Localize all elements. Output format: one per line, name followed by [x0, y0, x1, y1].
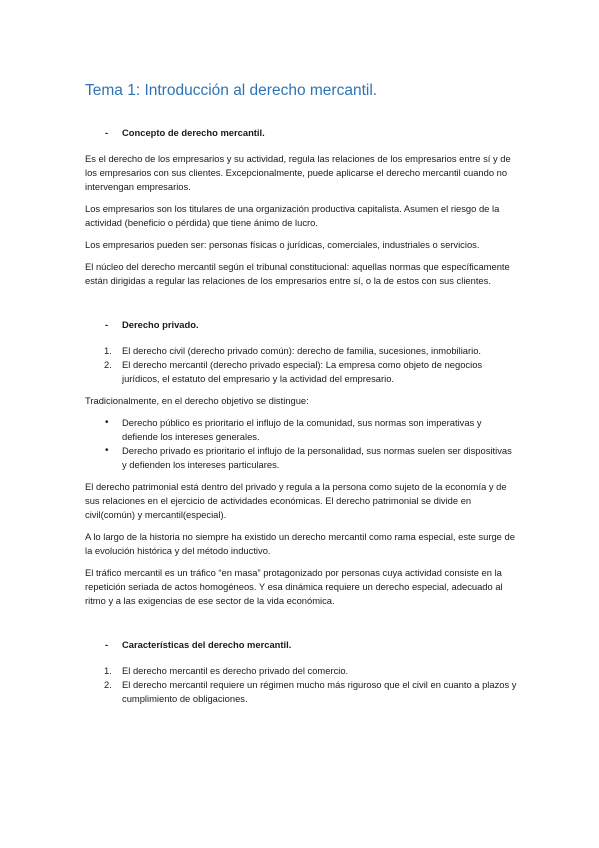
list-item — [85, 664, 517, 678]
section-heading-derecho-privado — [85, 318, 517, 332]
document-body — [85, 126, 517, 714]
paragraph-definition: Es el derecho de los empresarios y su actividad, regula las relaciones de los empresarios entre sí y de los empresarios con sus clientes. Excepcionalmente, puede aplicarse el derecho mercantil cuando no intervengan empresarios. — [85, 153, 511, 192]
list-item-text: El derecho mercantil requiere un régimen mucho más riguroso que el civil en cuanto a plazos y cumplimiento de obligaciones. — [122, 679, 517, 704]
list-item-text: Derecho público es prioritario el influjo de la comunidad, sus normas son imperativas y defiende los intereses generales. — [122, 417, 482, 442]
list-item-text: El derecho mercantil es derecho privado del comercio. — [122, 665, 349, 676]
section-heading-caracteristicas — [85, 638, 517, 652]
bullet-icon: • — [105, 445, 109, 456]
numbered-list-derecho-privado — [85, 344, 517, 386]
heading-dash: - — [105, 319, 109, 330]
list-item-text: El derecho mercantil (derecho privado especial): La empresa como objeto de negocios jurídicos, el estatuto del empresario y la actividad del empresario. — [122, 359, 483, 384]
list-number: 2. — [104, 679, 112, 690]
list-item — [85, 678, 517, 706]
document-title: Tema 1: Introducción al derecho mercantil. — [85, 82, 378, 99]
bullet-icon: • — [105, 417, 109, 428]
heading-dash: - — [105, 127, 109, 138]
list-number: 1. — [104, 665, 112, 676]
list-item-text: El derecho civil (derecho privado común): derecho de familia, sucesiones, inmobiliario. — [122, 345, 482, 356]
list-item — [85, 358, 517, 386]
list-item — [85, 444, 517, 472]
paragraph-tradicionalmente: Tradicionalmente, en el derecho objetivo se distingue: — [85, 395, 309, 406]
section-heading-concepto — [85, 126, 517, 140]
list-item-text: Derecho privado es prioritario el influjo de la personalidad, sus normas suelen ser dispositivas y defienden los intereses particulares. — [122, 445, 512, 470]
paragraph-empresarios: Los empresarios son los titulares de una organización productiva capitalista. Asumen el riesgo de la actividad (beneficio o pérdida) que tiene ánimo de lucro. — [85, 203, 500, 228]
list-item — [85, 416, 517, 444]
heading-text: Derecho privado. — [122, 319, 199, 330]
heading-dash: - — [105, 639, 109, 650]
list-item — [85, 344, 517, 358]
numbered-list-caracteristicas — [85, 664, 517, 706]
paragraph-historia: A lo largo de la historia no siempre ha existido un derecho mercantil como rama especial, este surge de la evolución histórica y del método inductivo. — [85, 531, 515, 556]
paragraph-tipos-empresarios: Los empresarios pueden ser: personas físicas o jurídicas, comerciales, industriales o servicios. — [85, 239, 480, 250]
bullet-list-derecho-objetivo — [85, 416, 517, 472]
list-number: 1. — [104, 345, 112, 356]
heading-text: Concepto de derecho mercantil. — [122, 127, 265, 138]
paragraph-trafico-mercantil: El tráfico mercantil es un tráfico “en masa” protagonizado por personas cuya actividad consiste en la repetición seriada de actos homogéneos. Y esa dinámica requiere un derecho especial, adecuado al ritmo y a las exigencias de ese sector de la vida económica. — [85, 567, 503, 606]
paragraph-nucleo: El núcleo del derecho mercantil según el tribunal constitucional: aquellas normas que específicamente están dirigidas a regular las relaciones de los empresarios entre sí, o la de estos con sus clientes. — [85, 261, 510, 286]
paragraph-derecho-patrimonial: El derecho patrimonial está dentro del privado y regula a la persona como sujeto de la economía y de sus relaciones en el ejercicio de actividades económicas. El derecho patrimonial se divide en civil(común) y mercantil(especial). — [85, 481, 507, 520]
heading-text: Características del derecho mercantil. — [122, 639, 292, 650]
list-number: 2. — [104, 359, 112, 370]
